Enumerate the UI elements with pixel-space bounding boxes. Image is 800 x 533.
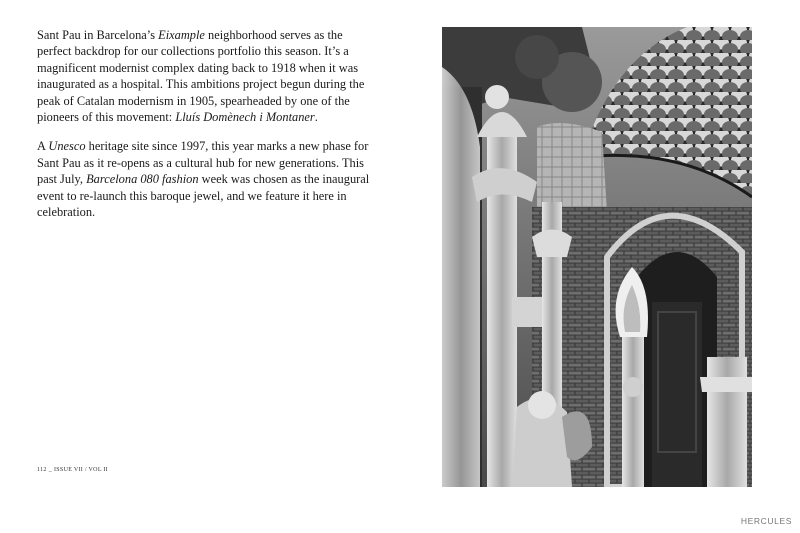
text-run: A <box>37 139 49 154</box>
article-paragraph-1 <box>37 27 372 125</box>
photo-illustration <box>442 27 752 487</box>
italic-architect-name: Lluís Domènech i Montaner <box>175 110 315 125</box>
text-run: Sant Pau in Barcelona’s <box>37 28 159 42</box>
magazine-brand: HERCULES <box>740 516 792 526</box>
italic-unesco: Unesco <box>48 139 86 154</box>
page-number: 112 <box>37 467 47 473</box>
text-run: week was chosen as the inaugural event to re-launch this baroque jewel, and we feature it here in celebration. <box>37 172 370 220</box>
article-body <box>37 27 372 233</box>
page-folio: 112 _ ISSUE VII / VOL II <box>37 467 108 473</box>
text-run: . <box>314 110 318 125</box>
text-run: heritage site since 1997, this year marks a new phase for Sant Pau as it re-opens as a cultural hub for new generations. This past July, <box>37 139 369 187</box>
architecture-photo <box>442 27 752 487</box>
issue-label: ISSUE VII / VOL II <box>54 467 108 473</box>
text-run: neighborhood serves as the perfect backdrop for our collections portfolio this season. It’s a magnificent modernist complex dating back to 1918 when it was inaugurated as a hospital. This ambitions project begun during the peak of Catalan modernism in 1905, spearheaded by one of the pioneers of this movement: <box>37 28 365 125</box>
article-paragraph-2 <box>37 138 372 220</box>
italic-place-name: Eixample <box>158 28 205 42</box>
italic-event-name: Barcelona 080 fashion <box>86 172 199 187</box>
